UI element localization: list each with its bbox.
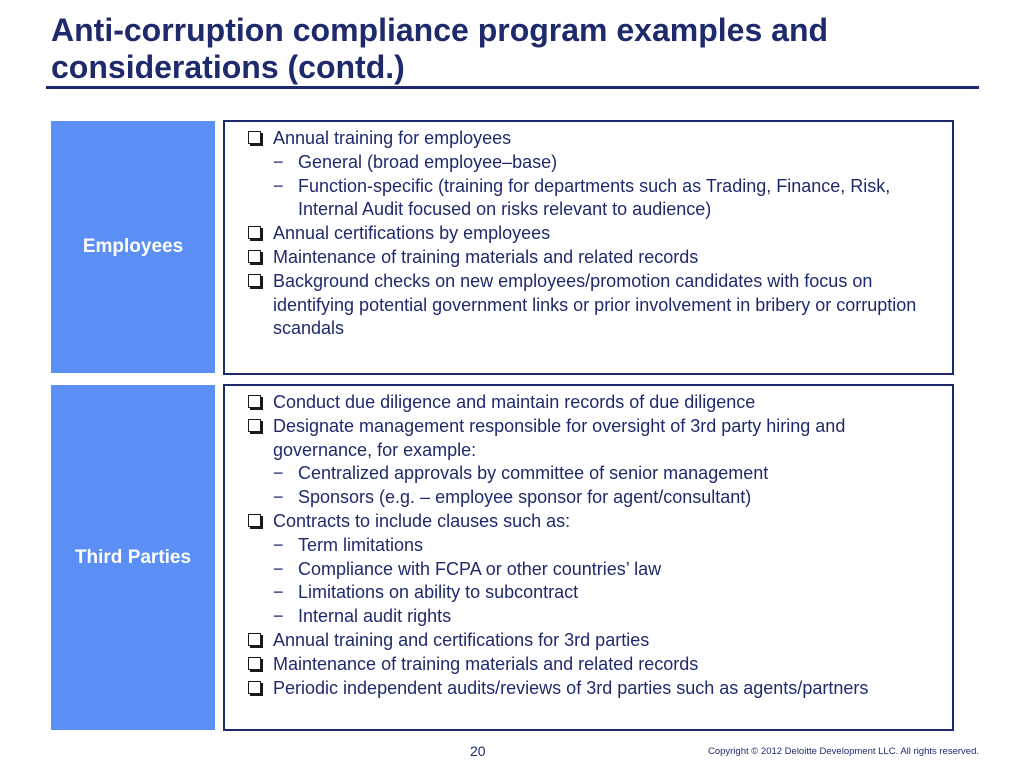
bullet-item: [247, 510, 940, 534]
row-box-employees: [223, 120, 954, 375]
copyright-notice: Copyright © 2012 Deloitte Development LLC. All rights reserved.: [707, 746, 979, 757]
bullet-text: Annual training and certifications for 3rd parties: [273, 629, 650, 650]
sub-bullet-text: Centralized approvals by committee of senior management: [298, 463, 769, 484]
bullet-item: [247, 222, 940, 246]
checkbox-square-icon: [248, 419, 261, 432]
sub-bullet-list: [247, 462, 940, 510]
checkbox-square-icon: [248, 274, 261, 287]
checkbox-square-icon: [248, 514, 261, 527]
employees-bullet-list: [247, 127, 940, 341]
bullet-item: [247, 270, 940, 341]
sub-bullet-text: General (broad employee–base): [298, 151, 558, 172]
checkbox-square-icon: [248, 681, 261, 694]
bullet-item: [247, 415, 940, 463]
dash-icon: −: [273, 151, 284, 172]
title-underline: [46, 86, 979, 89]
bullet-item: [247, 653, 940, 677]
dash-icon: −: [273, 463, 284, 484]
third-parties-bullet-list: [247, 391, 940, 700]
sub-bullet-list: [247, 534, 940, 629]
dash-icon: −: [273, 582, 284, 603]
checkbox-square-icon: [248, 633, 261, 646]
row-label-third-parties: Third Parties: [51, 385, 215, 730]
sub-bullet-text: Compliance with FCPA or other countries’ law: [298, 558, 662, 579]
sub-bullet-item: [247, 558, 940, 582]
sub-bullet-item: [247, 581, 940, 605]
bullet-item: [247, 127, 940, 151]
row-box-third-parties: [223, 384, 954, 731]
sub-bullet-text: Term limitations: [298, 534, 424, 555]
bullet-text: Maintenance of training materials and related records: [273, 653, 699, 674]
sub-bullet-item: [247, 486, 940, 510]
sub-bullet-text: Function-specific (training for departments such as Trading, Finance, Risk, Internal Audit focused on risks relevant to audience): [298, 175, 891, 220]
bullet-text: Annual training for employees: [273, 128, 512, 148]
slide-title: Anti-corruption compliance program examples and considerations (contd.): [51, 12, 829, 85]
checkbox-square-icon: [248, 250, 261, 263]
bullet-text: Contracts to include clauses such as:: [273, 510, 571, 531]
bullet-item: [247, 677, 940, 701]
checkbox-square-icon: [248, 657, 261, 670]
page-number: 20: [470, 743, 486, 759]
bullet-item: [247, 246, 940, 270]
bullet-item: [247, 629, 940, 653]
sub-bullet-item: [247, 534, 940, 558]
dash-icon: −: [273, 606, 284, 627]
sub-bullet-list: [247, 151, 940, 222]
dash-icon: −: [273, 534, 284, 555]
bullet-text: Conduct due diligence and maintain records of due diligence: [273, 392, 756, 412]
row-label-employees: Employees: [51, 121, 215, 373]
sub-bullet-item: [247, 151, 940, 175]
sub-bullet-text: Limitations on ability to subcontract: [298, 582, 579, 603]
bullet-item: [247, 391, 940, 415]
sub-bullet-item: [247, 605, 940, 629]
dash-icon: −: [273, 175, 284, 196]
bullet-text: Background checks on new employees/promotion candidates with focus on identifying potential government links or prior involvement in bribery or corruption scandals: [273, 270, 917, 339]
dash-icon: −: [273, 558, 284, 579]
bullet-text: Designate management responsible for oversight of 3rd party hiring and governance, for example:: [273, 415, 846, 460]
bullet-text: Maintenance of training materials and related records: [273, 246, 699, 267]
checkbox-square-icon: [248, 395, 261, 408]
sub-bullet-item: [247, 175, 940, 223]
sub-bullet-text: Internal audit rights: [298, 606, 452, 627]
dash-icon: −: [273, 487, 284, 508]
checkbox-square-icon: [248, 226, 261, 239]
sub-bullet-text: Sponsors (e.g. – employee sponsor for agent/consultant): [298, 487, 752, 508]
bullet-text: Annual certifications by employees: [273, 223, 551, 244]
checkbox-square-icon: [248, 131, 261, 144]
sub-bullet-item: [247, 462, 940, 486]
bullet-text: Periodic independent audits/reviews of 3rd parties such as agents/partners: [273, 677, 869, 698]
